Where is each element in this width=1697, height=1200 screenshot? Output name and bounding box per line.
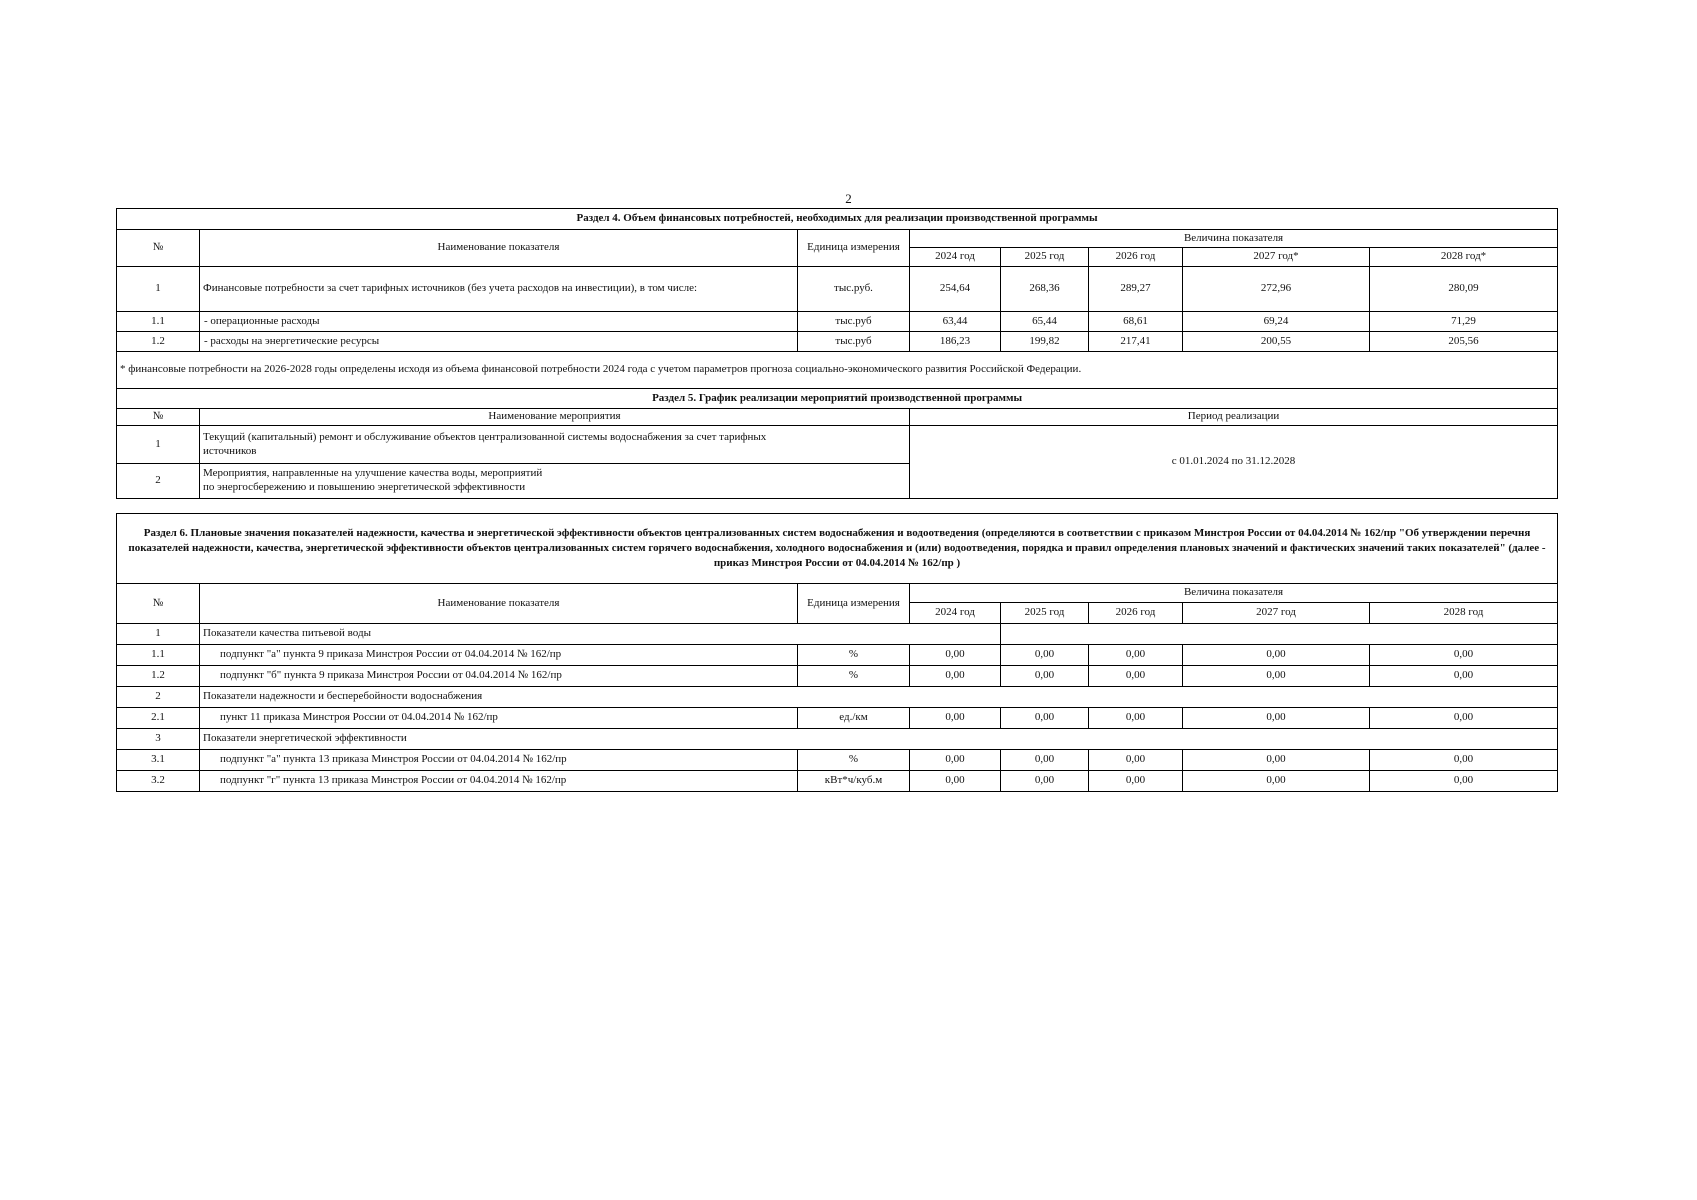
section4-footnote: * финансовые потребности на 2026-2028 годы определены исходя из объема финансовой потребности 2024 года с учетом параметров прогноза социально-экономического развития Российской Федерации. [117,352,1558,389]
section5-title: Раздел 5. График реализации мероприятий производственной программы [117,389,1558,409]
value-cell: 254,64 [910,267,1001,312]
group-name: Показатели качества питьевой воды [200,624,1001,645]
value-cell: 0,00 [1183,750,1370,771]
row-number: 2.1 [117,708,200,729]
year-header: 2025 год [1001,603,1089,624]
value-cell: 199,82 [1001,332,1089,352]
year-header: 2028 год [1370,603,1558,624]
group-row [117,687,1558,708]
row-unit: тыс.руб [798,312,910,332]
row-unit: % [798,666,910,687]
row-name: подпункт "г" пункта 13 приказа Минстроя России от 04.04.2014 № 162/пр [200,771,798,792]
value-cell: 217,41 [1089,332,1183,352]
value-cell: 0,00 [1183,708,1370,729]
value-cell: 186,23 [910,332,1001,352]
row-number: 1.2 [117,332,200,352]
value-cell: 0,00 [1089,771,1183,792]
col-measure-header: Наименование мероприятия [200,409,910,426]
value-cell: 0,00 [1370,708,1558,729]
row-number: 1.1 [117,312,200,332]
row-unit: тыс.руб. [798,267,910,312]
table-row [117,312,1558,332]
value-cell: 272,96 [1183,267,1370,312]
row-number: 3 [117,729,200,750]
row-number: 1.2 [117,666,200,687]
year-header: 2027 год [1183,603,1370,624]
value-cell: 63,44 [910,312,1001,332]
value-cell: 68,61 [1089,312,1183,332]
col-value-header: Величина показателя [910,230,1558,248]
value-cell: 205,56 [1370,332,1558,352]
value-cell: 0,00 [1089,666,1183,687]
row-name: подпункт "б" пункта 9 приказа Минстроя России от 04.04.2014 № 162/пр [200,666,798,687]
year-header: 2024 год [910,248,1001,267]
measure-name-line: Мероприятия, направленные на улучшение качества воды, мероприятий [203,467,543,480]
row-number: 2 [117,687,200,708]
row-number: 1 [117,624,200,645]
row-number: 1.1 [117,645,200,666]
row-number: 3.1 [117,750,200,771]
col-no-header: № [117,230,200,267]
row-unit: тыс.руб [798,332,910,352]
value-cell: 0,00 [1001,708,1089,729]
row-number: 2 [117,464,200,499]
table-row [117,708,1558,729]
group-row [117,729,1558,750]
value-cell: 0,00 [910,750,1001,771]
value-cell: 0,00 [1183,771,1370,792]
period-cell: с 01.01.2024 по 31.12.2028 [910,426,1558,499]
col-name-header: Наименование показателя [200,584,798,624]
row-unit: кВт*ч/куб.м [798,771,910,792]
row-unit: % [798,750,910,771]
row-number: 1 [117,426,200,464]
value-cell: 0,00 [1089,708,1183,729]
value-cell: 0,00 [1370,750,1558,771]
value-cell: 71,29 [1370,312,1558,332]
row-number: 1 [117,267,200,312]
row-name: Финансовые потребности за счет тарифных источников (без учета расходов на инвестиции), в том числе: [200,267,798,312]
col-no-header: № [117,584,200,624]
value-cell: 0,00 [1089,750,1183,771]
group-name: Показатели энергетической эффективности [200,729,1558,750]
table-row [117,645,1558,666]
measure-name-line: по энергосбережению и повышению энергетической эффективности [203,481,526,493]
row-name: - операционные расходы [200,312,798,332]
group-row [117,624,1558,645]
table-row [117,666,1558,687]
row-name: подпункт "а" пункта 9 приказа Минстроя России от 04.04.2014 № 162/пр [200,645,798,666]
col-unit-header: Единица измерения [798,230,910,267]
section6-table [116,513,1558,792]
col-unit-header: Единица измерения [798,584,910,624]
year-header: 2025 год [1001,248,1089,267]
value-cell: 0,00 [1001,645,1089,666]
col-value-header: Величина показателя [910,584,1558,603]
value-cell: 0,00 [910,771,1001,792]
measure-name-line: Текущий (капитальный) ремонт и обслуживание объектов централизованной системы водоснабжения за счет тарифных [203,430,767,443]
group-name: Показатели надежности и бесперебойности водоснабжения [200,687,1558,708]
col-name-header: Наименование показателя [200,230,798,267]
value-cell: 0,00 [1183,645,1370,666]
section6-title: Раздел 6. Плановые значения показателей надежности, качества и энергетической эффективности объектов централизованных систем водоснабжения и водоотведения (определяются в соответствии с приказом Минстроя России от 04.04.2014 № 162/пр "Об утверждении перечня показателей надежности, качества, энергетической эффективности объектов централизованных систем горячего водоснабжения, холодного водоснабжения и (или) водоотведения, порядка и правил определения плановых значений и фактических значений таких показателей" (далее - приказ Минстроя России от 04.04.2014 № 162/пр ) [117,514,1558,584]
measure-name-line: источников [203,444,257,457]
value-cell: 0,00 [910,645,1001,666]
table-row [117,332,1558,352]
value-cell: 0,00 [1370,645,1558,666]
year-header: 2024 год [910,603,1001,624]
value-cell: 0,00 [1370,771,1558,792]
measure-name [200,464,910,499]
value-cell: 0,00 [1001,771,1089,792]
empty-cell [1001,624,1558,645]
sections-4-5-table [116,208,1558,499]
col-period-header: Период реализации [910,409,1558,426]
row-unit: ед./км [798,708,910,729]
row-name: пункт 11 приказа Минстроя России от 04.04.2014 № 162/пр [200,708,798,729]
value-cell: 0,00 [1370,666,1558,687]
col-no-header: № [117,409,200,426]
value-cell: 0,00 [1183,666,1370,687]
table-row [117,750,1558,771]
value-cell: 0,00 [910,666,1001,687]
table-row [117,771,1558,792]
year-header: 2026 год [1089,603,1183,624]
value-cell: 0,00 [910,708,1001,729]
value-cell: 65,44 [1001,312,1089,332]
measure-name [200,426,910,464]
page-number: 2 [845,191,852,206]
value-cell: 0,00 [1001,750,1089,771]
row-number: 3.2 [117,771,200,792]
year-header: 2028 год* [1370,248,1558,267]
value-cell: 289,27 [1089,267,1183,312]
value-cell: 0,00 [1001,666,1089,687]
value-cell: 200,55 [1183,332,1370,352]
table-row [117,267,1558,312]
year-header: 2026 год [1089,248,1183,267]
value-cell: 268,36 [1001,267,1089,312]
row-unit: % [798,645,910,666]
value-cell: 280,09 [1370,267,1558,312]
table-row [117,426,1558,464]
row-name: подпункт "а" пункта 13 приказа Минстроя России от 04.04.2014 № 162/пр [200,750,798,771]
section4-title: Раздел 4. Объем финансовых потребностей, необходимых для реализации производственной программы [117,209,1558,230]
year-header: 2027 год* [1183,248,1370,267]
row-name: - расходы на энергетические ресурсы [200,332,798,352]
value-cell: 0,00 [1089,645,1183,666]
value-cell: 69,24 [1183,312,1370,332]
